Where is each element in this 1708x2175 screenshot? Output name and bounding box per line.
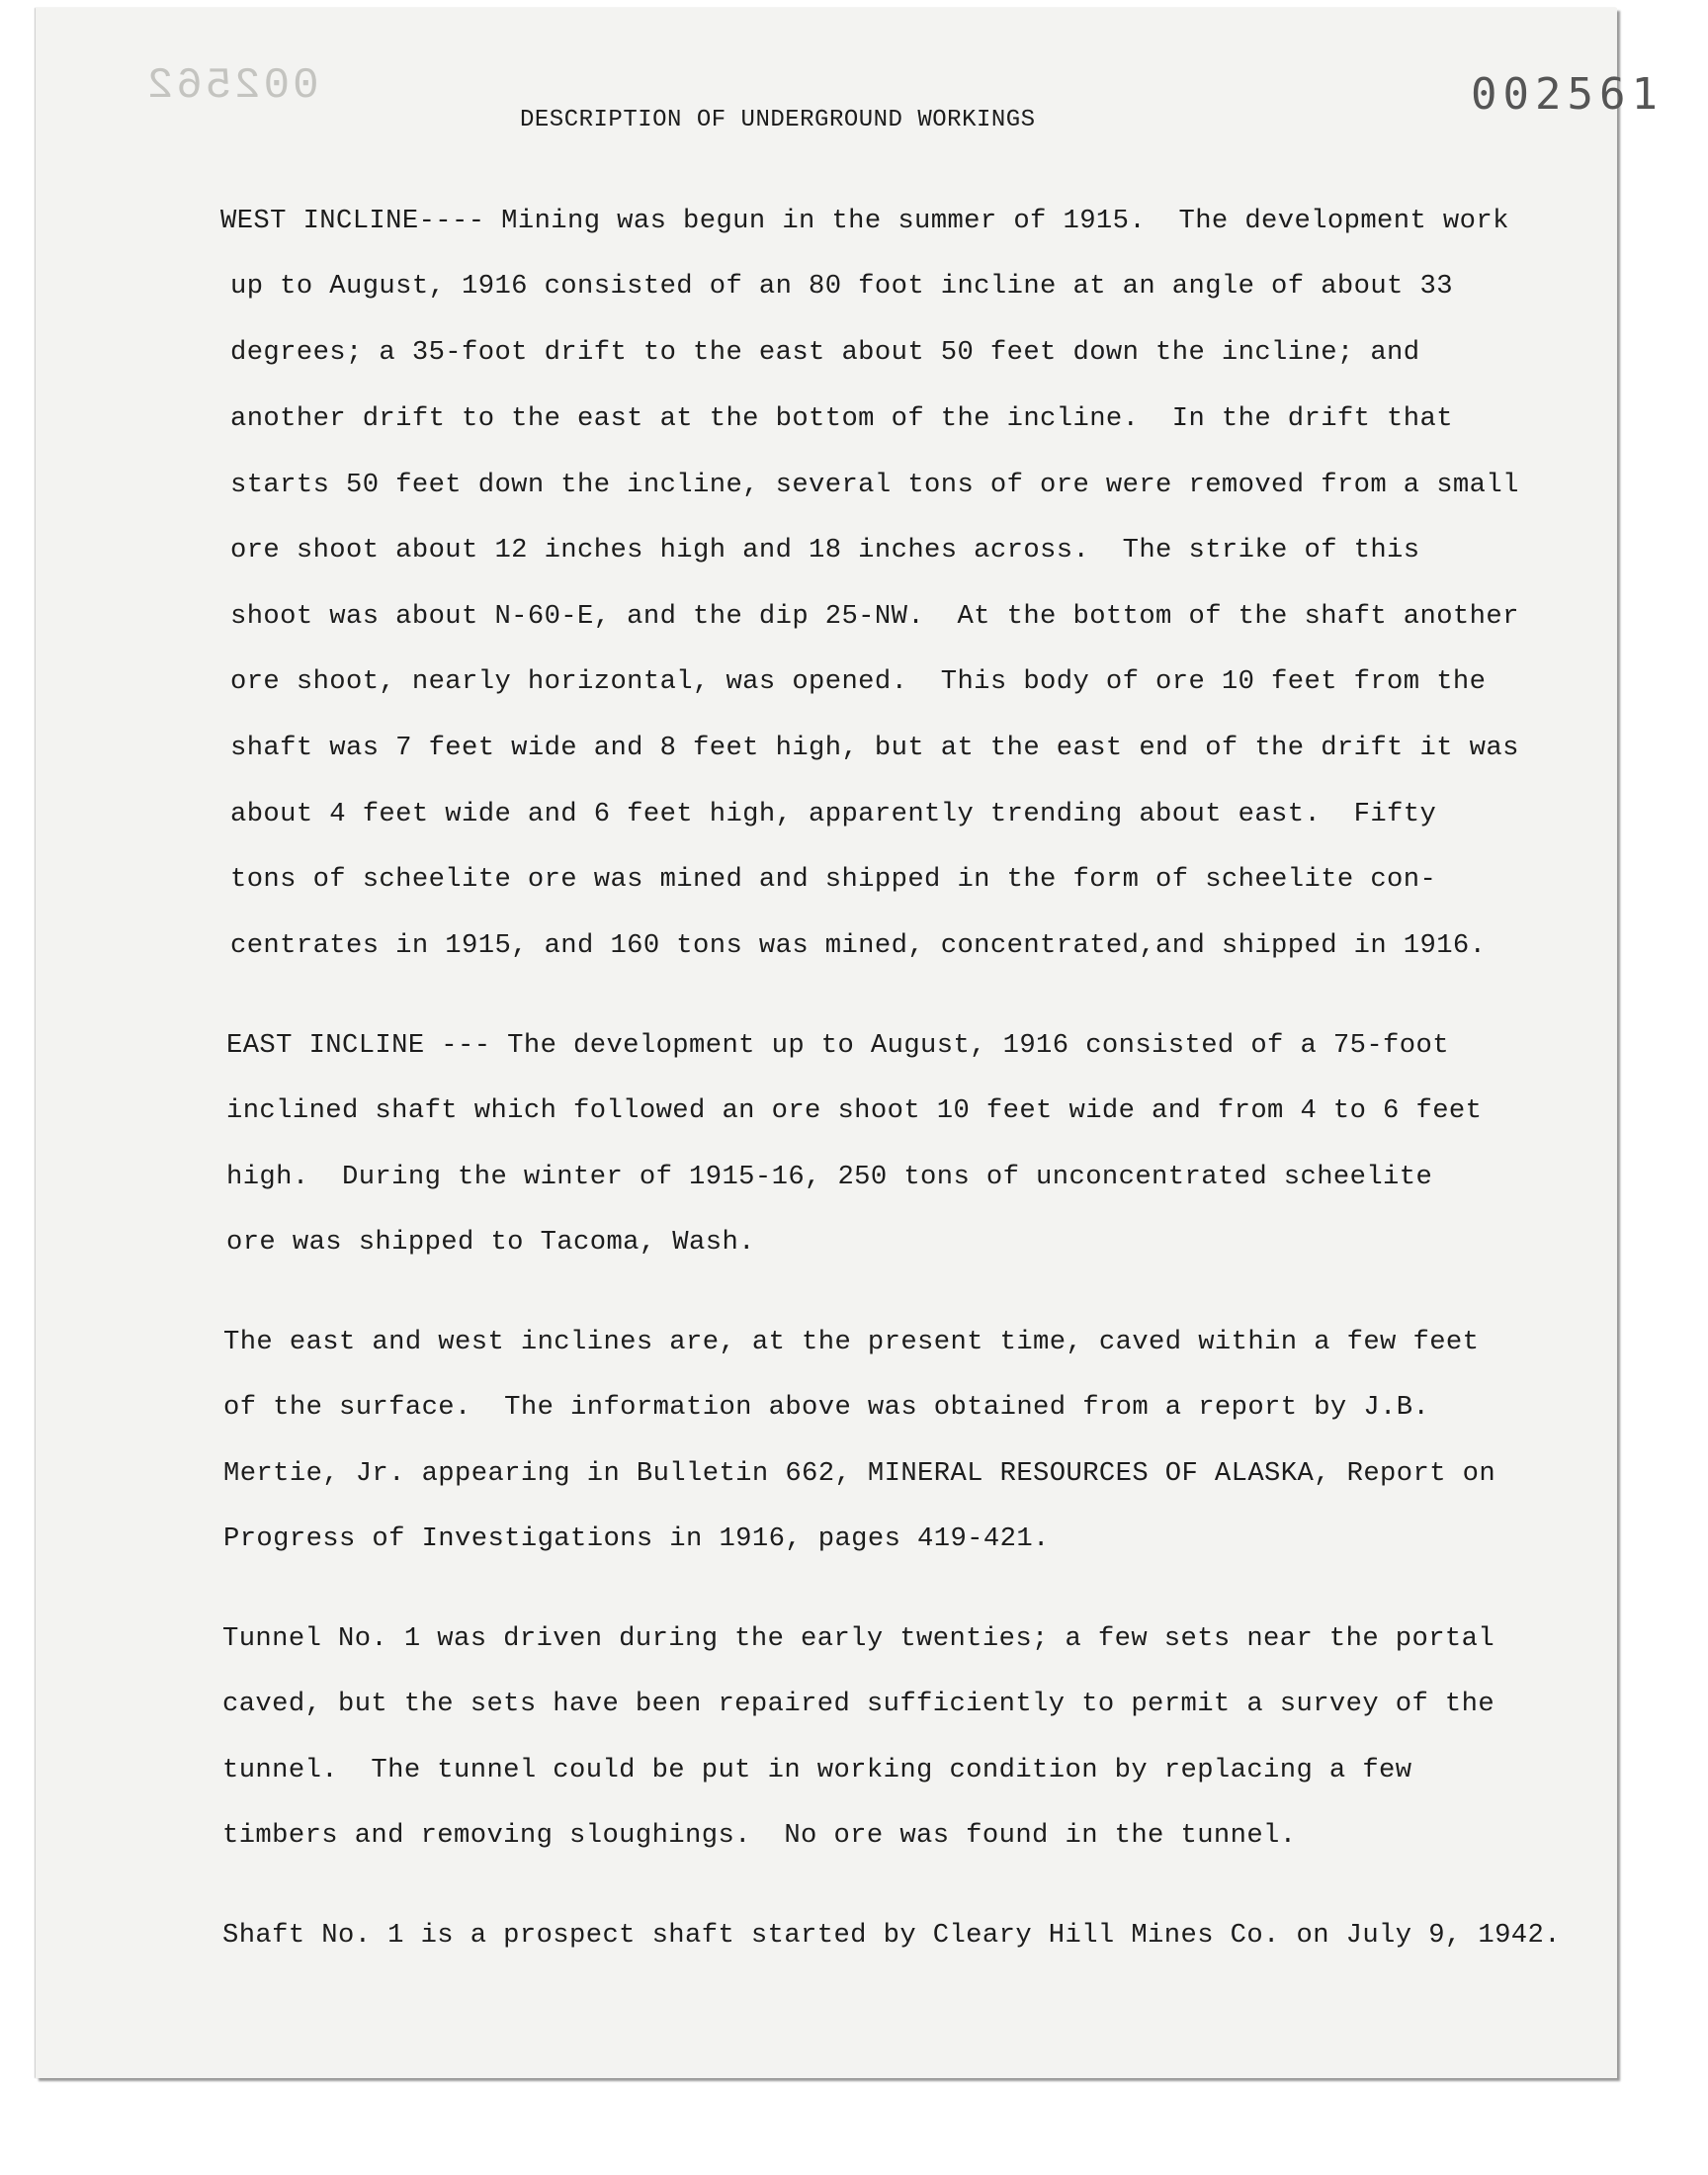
text-line: tunnel. The tunnel could be put in working condition by replacing a few xyxy=(222,1755,1412,1785)
text-line: caved, but the sets have been repaired sufficiently to permit a survey of the xyxy=(222,1689,1495,1719)
text-line: Mertie, Jr. appearing in Bulletin 662, MINERAL RESOURCES OF ALASKA, Report on xyxy=(223,1458,1496,1489)
document-page xyxy=(36,8,1664,2078)
text-line: of the surface. The information above was obtained from a report by J.B. xyxy=(223,1392,1430,1423)
text-line: inclined shaft which followed an ore shoot 10 feet wide and from 4 to 6 feet xyxy=(226,1095,1483,1126)
text-line: centrates in 1915, and 160 tons was mined, concentrated,and shipped in 1916. xyxy=(230,930,1487,961)
text-line: The east and west inclines are, at the present time, caved within a few feet xyxy=(223,1327,1480,1357)
text-line: degrees; a 35-foot drift to the east about 50 feet down the incline; and xyxy=(230,337,1420,368)
text-line: about 4 feet wide and 6 feet high, apparently trending about east. Fifty xyxy=(230,799,1437,829)
text-line: timbers and removing sloughings. No ore was found in the tunnel. xyxy=(222,1820,1297,1851)
bleed-through-stamp: 002562 xyxy=(144,61,319,111)
text-line: Shaft No. 1 is a prospect shaft started by Cleary Hill Mines Co. on July 9, 1942. xyxy=(222,1920,1561,1951)
text-line: another drift to the east at the bottom of the incline. In the drift that xyxy=(230,403,1453,434)
text-line: shaft was 7 feet wide and 8 feet high, but at the east end of the drift it was xyxy=(230,733,1519,763)
text-line: Progress of Investigations in 1916, pages 419-421. xyxy=(223,1523,1050,1554)
text-line: tons of scheelite ore was mined and shipped in the form of scheelite con- xyxy=(230,864,1437,895)
text-line: Tunnel No. 1 was driven during the early twenties; a few sets near the portal xyxy=(222,1623,1495,1654)
text-line: EAST INCLINE --- The development up to August, 1916 consisted of a 75-foot xyxy=(226,1030,1449,1061)
text-line: ore shoot, nearly horizontal, was opened. This body of ore 10 feet from the xyxy=(230,666,1487,697)
text-line: WEST INCLINE---- Mining was begun in the summer of 1915. The development work xyxy=(220,206,1509,236)
page-number: 002561 xyxy=(1471,69,1664,120)
text-line: starts 50 feet down the incline, several tons of ore were removed from a small xyxy=(230,470,1519,500)
text-line: shoot was about N-60-E, and the dip 25-NW. At the bottom of the shaft another xyxy=(230,601,1519,632)
text-line: high. During the winter of 1915-16, 250 tons of unconcentrated scheelite xyxy=(226,1162,1433,1192)
document-title: DESCRIPTION OF UNDERGROUND WORKINGS xyxy=(520,107,1036,133)
text-line: ore was shipped to Tacoma, Wash. xyxy=(226,1227,755,1258)
text-line: ore shoot about 12 inches high and 18 inches across. The strike of this xyxy=(230,535,1420,566)
text-line: up to August, 1916 consisted of an 80 foot incline at an angle of about 33 xyxy=(230,271,1453,302)
